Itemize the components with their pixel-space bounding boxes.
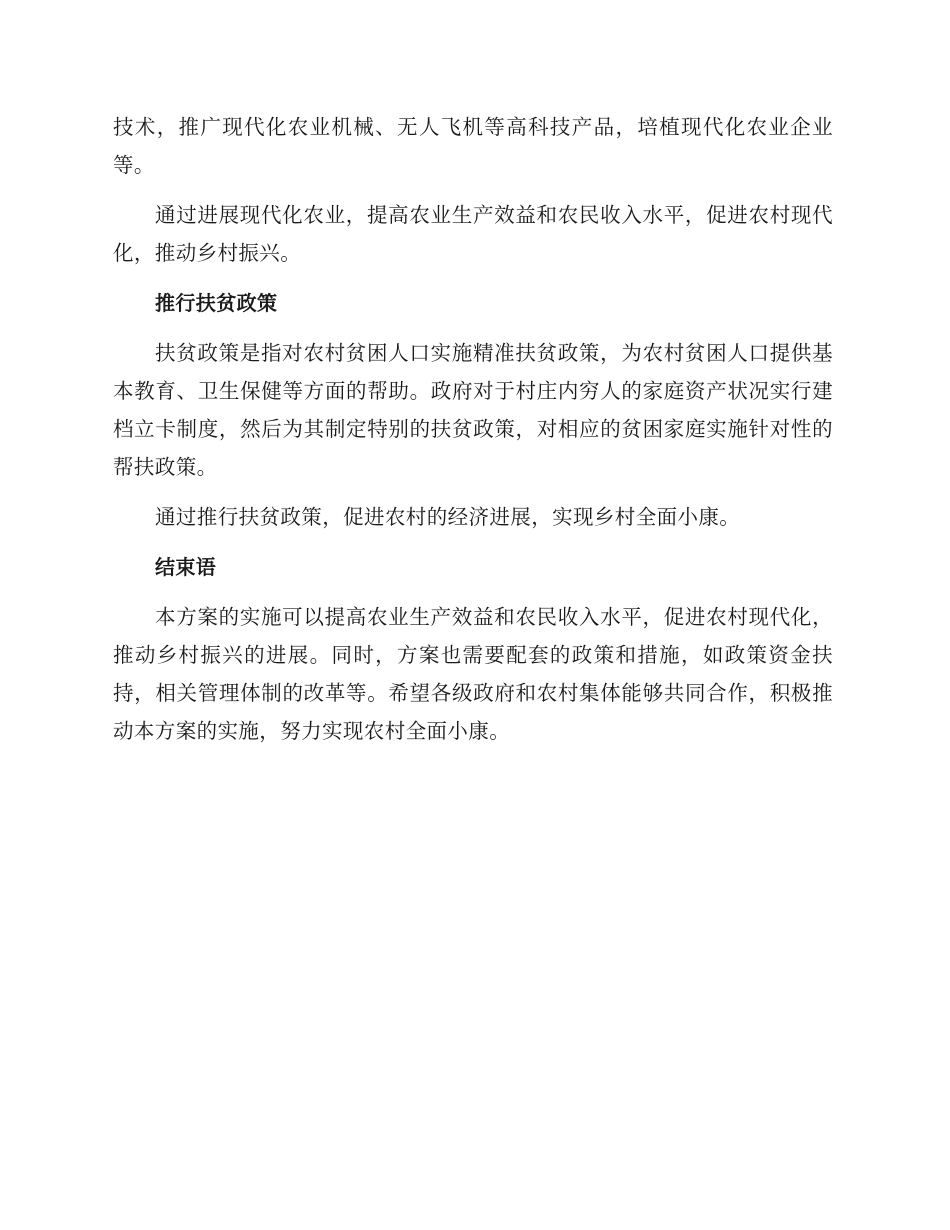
paragraph-poverty-policy: 扶贫政策是指对农村贫困人口实施精准扶贫政策，为农村贫困人口提供基本教育、卫生保健等方面的帮助。政府对于村庄内穷人的家庭资产状况实行建档立卡制度，然后为其制定特别的扶贫政策，对相应的贫困家庭实施针对性的帮扶政策。 [113,341,833,479]
section-heading-conclusion: 结束语 [155,555,217,579]
paragraph-modern-agriculture-summary: 通过进展现代化农业，提高农业生产效益和农民收入水平，促进农村现代化，推动乡村振兴。 [113,203,833,265]
paragraph-poverty-policy-summary: 通过推行扶贫政策，促进农村的经济进展，实现乡村全面小康。 [155,505,741,529]
section-heading-poverty-policy: 推行扶贫政策 [155,291,278,315]
paragraph-conclusion: 本方案的实施可以提高农业生产效益和农民收入水平，促进农村现代化，推动乡村振兴的进展。同时，方案也需要配套的政策和措施，如政策资金扶持，相关管理体制的改革等。希望各级政府和农村集体能够共同合作，积极推动本方案的实施，努力实现农村全面小康。 [113,605,833,743]
document-body [113,108,833,762]
paragraph-continued-modern-agriculture: 技术，推广现代化农业机械、无人飞机等高科技产品，培植现代化农业企业等。 [113,115,833,177]
